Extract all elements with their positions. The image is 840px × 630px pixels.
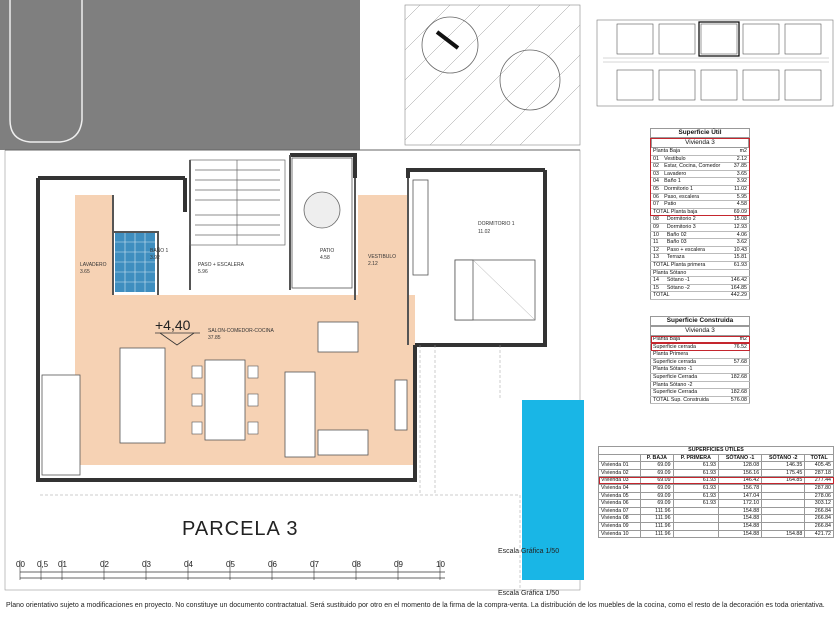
util-ground-name: Paso, escalera — [662, 193, 730, 201]
summary-cell: 61.93 — [673, 492, 718, 500]
summary-cell: Vivienda 07 — [599, 507, 641, 515]
summary-cell: 128.08 — [719, 462, 762, 470]
summary-cell: 154.88 — [762, 530, 805, 538]
util-first-row — [651, 216, 750, 223]
room-area-dormitorio: 11.02 — [478, 229, 491, 235]
summary-row — [599, 507, 834, 515]
util-ground-row — [651, 201, 749, 209]
summary-cell: 172.10 — [719, 500, 762, 508]
room-area-patio: 4.58 — [320, 255, 330, 261]
util-ground-header: Planta Baja — [651, 148, 730, 155]
summary-cell — [762, 515, 805, 523]
vestibulo-floor — [358, 195, 408, 295]
summary-row — [599, 484, 834, 492]
footer-scale: Escala Gráfica 1/50 — [498, 590, 560, 597]
util-first-num: 12 — [651, 246, 665, 254]
built-row — [651, 343, 750, 351]
built-row-value: 57.68 — [724, 358, 749, 366]
summary-cell: 421.72 — [805, 530, 834, 538]
util-ground-table — [651, 148, 749, 216]
scale-tick-label: 0,5 — [37, 560, 49, 569]
summary-cell: Vivienda 03 — [599, 477, 641, 485]
util-ground-total-label: TOTAL Planta baja — [651, 208, 730, 216]
summary-cell: 156.78 — [719, 484, 762, 492]
summary-cell: 277.44 — [805, 477, 834, 485]
util-ground-value: 4.58 — [730, 201, 749, 209]
scale-tick-label: 07 — [310, 560, 319, 569]
summary-cell: 287.80 — [805, 484, 834, 492]
summary-row — [599, 530, 834, 538]
summary-row — [599, 500, 834, 508]
room-area-lavadero: 3.65 — [80, 269, 90, 275]
summary-cell: 61.93 — [673, 484, 718, 492]
util-ground-name: Dormitorio 1 — [662, 185, 730, 193]
scale-tick-label: 09 — [394, 560, 403, 569]
util-ground-value: 37.85 — [730, 163, 749, 171]
summary-cell: 111.96 — [641, 522, 674, 530]
built-row-value: m2 — [724, 336, 749, 343]
summary-cell — [673, 507, 718, 515]
sofa — [285, 372, 315, 457]
summary-row — [599, 477, 834, 485]
util-grand-total-value: 442.29 — [723, 292, 749, 300]
summary-row — [599, 492, 834, 500]
armchair — [318, 322, 358, 352]
util-first-value: 4.06 — [723, 231, 749, 239]
summary-header-cell: TOTAL — [805, 454, 834, 462]
summary-cell: 111.96 — [641, 530, 674, 538]
util-first-name: Terraza — [665, 254, 723, 262]
util-ground-num: 02 — [651, 163, 662, 171]
summary-cell — [762, 507, 805, 515]
stairs — [190, 160, 285, 245]
util-first-name: Paso + escalera — [665, 246, 723, 254]
util-first-row — [651, 223, 750, 231]
dining-table — [205, 360, 245, 440]
summary-cell: 147.04 — [719, 492, 762, 500]
summary-cell — [762, 492, 805, 500]
summary-header-cell: SÓTANO -2 — [762, 454, 805, 462]
util-ground-name: Vestibulo — [662, 155, 730, 163]
built-panel — [650, 316, 750, 404]
room-label-vestibulo: VESTIBULO — [368, 254, 397, 260]
util-ground-row — [651, 155, 749, 163]
util-first-value: 12.93 — [723, 223, 749, 231]
built-row-label: Superficie cerrada — [651, 358, 725, 366]
scale-tick-label: 02 — [100, 560, 109, 569]
util-ground-row — [651, 178, 749, 186]
summary-cell: 61.93 — [673, 469, 718, 477]
built-row-value: 76.52 — [724, 343, 749, 351]
scale-tick-label: 01 — [58, 560, 67, 569]
room-area-paso: 5.96 — [198, 269, 208, 275]
level-label: +4,40 — [155, 317, 191, 333]
built-row-label: Planta Baja — [651, 336, 725, 343]
built-row-label: Planta Sótano -2 — [651, 381, 725, 389]
summary-cell: 69.09 — [641, 492, 674, 500]
summary-cell: 69.09 — [641, 477, 674, 485]
summary-row — [599, 469, 834, 477]
util-subtitle: Vivienda 3 — [651, 138, 749, 148]
summary-cell — [673, 522, 718, 530]
summary-table — [598, 446, 834, 538]
built-row-label: Planta Sótano -1 — [651, 366, 725, 374]
util-ground-row — [651, 185, 749, 193]
util-basement-num: 14 — [651, 277, 665, 285]
util-ground-value: 11.02 — [730, 185, 749, 193]
kitchen-island — [120, 348, 165, 443]
room-area-bano: 3.92 — [150, 255, 160, 261]
summary-cell — [673, 530, 718, 538]
room-area-salon: 37.85 — [208, 335, 221, 341]
patio-tree-icon — [304, 192, 340, 228]
summary-cell: 69.09 — [641, 500, 674, 508]
summary-cell: 154.88 — [719, 530, 762, 538]
parcel-label: PARCELA 3 — [182, 518, 299, 540]
summary-cell: 266.84 — [805, 507, 834, 515]
keyplan-highlight — [699, 22, 739, 56]
summary-cell: 69.09 — [641, 462, 674, 470]
util-first-row — [651, 246, 750, 254]
summary-title: SUPERFICIES ÚTILES — [599, 447, 834, 455]
scale-tick-label: 05 — [226, 560, 235, 569]
built-row-label: Superficie cerrada — [651, 343, 725, 351]
built-table — [650, 336, 750, 404]
util-panel — [650, 128, 750, 300]
summary-cell: 405.45 — [805, 462, 834, 470]
util-basement-name: Sótano -1 — [665, 277, 723, 285]
summary-header-cell: P. BAJA — [641, 454, 674, 462]
util-ground-num: 05 — [651, 185, 662, 193]
util-ground-value: 3.65 — [730, 170, 749, 178]
summary-cell: 61.93 — [673, 462, 718, 470]
scale-bar — [16, 560, 445, 580]
util-ground-block — [650, 138, 750, 216]
built-subtitle: Vivienda 3 — [650, 326, 750, 336]
scale-tick-label: 10 — [436, 560, 445, 569]
util-grand-total-label: TOTAL — [651, 292, 724, 300]
util-first-value: 3.62 — [723, 239, 749, 247]
util-first-name: Dormitorio 2 — [665, 216, 723, 223]
built-row-label: Superficie Cerrada — [651, 389, 725, 397]
util-ground-num: 03 — [651, 170, 662, 178]
summary-cell: 154.88 — [719, 507, 762, 515]
summary-cell: Vivienda 02 — [599, 469, 641, 477]
summary-cell: 146.42 — [719, 477, 762, 485]
garden-area — [405, 5, 580, 145]
scale-tick-label: 06 — [268, 560, 277, 569]
summary-cell: Vivienda 08 — [599, 515, 641, 523]
util-first-name: Dormitorio 3 — [665, 223, 723, 231]
scale-tick-label: 03 — [142, 560, 151, 569]
scale-label: Escala Gráfica 1/50 — [498, 548, 560, 555]
built-row — [651, 366, 750, 374]
util-first-num: 10 — [651, 231, 665, 239]
util-ground-value: 3.92 — [730, 178, 749, 186]
built-row — [651, 396, 750, 404]
util-first-name: Baño 02 — [665, 231, 723, 239]
util-first-name: Baño 03 — [665, 239, 723, 247]
util-ground-value: 2.12 — [730, 155, 749, 163]
util-ground-row — [651, 193, 749, 201]
util-first-num: 11 — [651, 239, 665, 247]
util-ground-num: 01 — [651, 155, 662, 163]
summary-cell: 266.84 — [805, 515, 834, 523]
summary-cell — [762, 522, 805, 530]
summary-cell — [762, 500, 805, 508]
summary-cell: 61.93 — [673, 500, 718, 508]
util-ground-row — [651, 170, 749, 178]
summary-cell: Vivienda 09 — [599, 522, 641, 530]
util-first-num: 13 — [651, 254, 665, 262]
summary-row — [599, 522, 834, 530]
util-ground-row — [651, 163, 749, 171]
summary-cell: 111.96 — [641, 515, 674, 523]
built-row — [651, 373, 750, 381]
footnote: Plano orientativo sujeto a modificaciones en proyecto. No constituye un documento contractatual. Será sustituido por otro en el momento de la firma de la compra-venta. La distribución de los muebles de la cocina, como el resto de la decoración es toda orientativa. — [6, 602, 825, 609]
util-basement-value: 146.42 — [723, 277, 749, 285]
util-basement-row — [651, 277, 750, 285]
built-row — [651, 389, 750, 397]
built-title: Superficie Construida — [650, 316, 750, 326]
util-first-value: 15.81 — [723, 254, 749, 262]
util-basement-name: Sótano -2 — [665, 284, 723, 292]
built-row-label: Planta Primera — [651, 351, 725, 359]
lavadero-floor — [75, 195, 113, 295]
util-ground-name: Estar, Cocina, Comedor — [662, 163, 730, 171]
room-label-lavadero: LAVADERO — [80, 262, 107, 268]
scale-tick-label: 00 — [16, 560, 25, 569]
built-row — [651, 381, 750, 389]
summary-cell: Vivienda 04 — [599, 484, 641, 492]
built-row-value — [724, 366, 749, 374]
summary-cell: Vivienda 01 — [599, 462, 641, 470]
summary-cell: 154.88 — [719, 522, 762, 530]
summary-cell: Vivienda 05 — [599, 492, 641, 500]
kitchen-counter — [42, 375, 80, 475]
room-label-patio: PATIO — [320, 248, 335, 254]
built-row-value: 182.68 — [724, 373, 749, 381]
summary-cell — [762, 484, 805, 492]
room-label-salon: SALON-COMEDOR-COCINA — [208, 328, 274, 334]
summary-cell: 287.18 — [805, 469, 834, 477]
site-keyplan — [595, 18, 835, 108]
summary-cell: 146.35 — [762, 462, 805, 470]
util-basement-header: Planta Sótano — [651, 269, 750, 277]
util-ground-num: 06 — [651, 193, 662, 201]
util-basement-row — [651, 284, 750, 292]
built-row-value: 576.08 — [724, 396, 749, 404]
summary-cell — [673, 515, 718, 523]
summary-cell: Vivienda 10 — [599, 530, 641, 538]
util-ground-num: 04 — [651, 178, 662, 186]
built-row — [651, 358, 750, 366]
summary-cell: 164.85 — [762, 477, 805, 485]
tv-unit — [395, 380, 407, 430]
util-basement-num: 15 — [651, 284, 665, 292]
util-first-table — [650, 216, 750, 300]
util-basement-value: 164.85 — [723, 284, 749, 292]
util-ground-name: Lavadero — [662, 170, 730, 178]
built-row-label: TOTAL Sup. Construida — [651, 396, 725, 404]
built-row — [651, 351, 750, 359]
summary-cell: 266.84 — [805, 522, 834, 530]
util-ground-name: Baño 1 — [662, 178, 730, 186]
summary-cell: 278.06 — [805, 492, 834, 500]
summary-cell: 69.09 — [641, 484, 674, 492]
summary-cell: 61.93 — [673, 477, 718, 485]
built-row-value — [724, 351, 749, 359]
util-first-num: 08 — [651, 216, 665, 223]
util-ground-name: Patio — [662, 201, 730, 209]
road-area — [0, 0, 360, 150]
room-label-dormitorio: DORMITORIO 1 — [478, 221, 515, 227]
util-first-row — [651, 239, 750, 247]
coffee-table — [318, 430, 368, 455]
summary-header-cell: SÓTANO -1 — [719, 454, 762, 462]
summary-panel — [598, 446, 834, 538]
summary-cell: 303.12 — [805, 500, 834, 508]
util-ground-value: 5.95 — [730, 193, 749, 201]
util-first-row — [651, 231, 750, 239]
summary-row — [599, 515, 834, 523]
room-label-bano: BAÑO 1 — [150, 248, 169, 254]
summary-cell: Vivienda 06 — [599, 500, 641, 508]
built-row-value — [724, 381, 749, 389]
util-first-total-value: 61.93 — [723, 261, 749, 269]
wardrobe — [413, 180, 428, 275]
util-first-total-label: TOTAL Planta primera — [651, 261, 724, 269]
summary-cell: 156.16 — [719, 469, 762, 477]
summary-cell: 111.96 — [641, 507, 674, 515]
built-row-value: 182.68 — [724, 389, 749, 397]
summary-header-cell — [599, 454, 641, 462]
util-first-value: 10.43 — [723, 246, 749, 254]
util-title: Superficie Útil — [650, 128, 750, 138]
room-label-paso: PASO + ESCALERA — [198, 262, 244, 268]
util-ground-total-value: 69.09 — [730, 208, 749, 216]
util-first-value: 15.08 — [723, 216, 749, 223]
summary-cell: 175.45 — [762, 469, 805, 477]
summary-cell: 154.88 — [719, 515, 762, 523]
built-row — [651, 336, 750, 343]
util-ground-num: 07 — [651, 201, 662, 209]
room-area-vestibulo: 2.12 — [368, 261, 378, 267]
util-first-row — [651, 254, 750, 262]
scale-tick-label: 08 — [352, 560, 361, 569]
summary-row — [599, 462, 834, 470]
summary-cell: 69.09 — [641, 469, 674, 477]
summary-header-cell: P. PRIMERA — [673, 454, 718, 462]
built-row-label: Superficie Cerrada — [651, 373, 725, 381]
unit-label: m2 — [730, 148, 749, 155]
util-first-num: 09 — [651, 223, 665, 231]
scale-tick-label: 04 — [184, 560, 193, 569]
